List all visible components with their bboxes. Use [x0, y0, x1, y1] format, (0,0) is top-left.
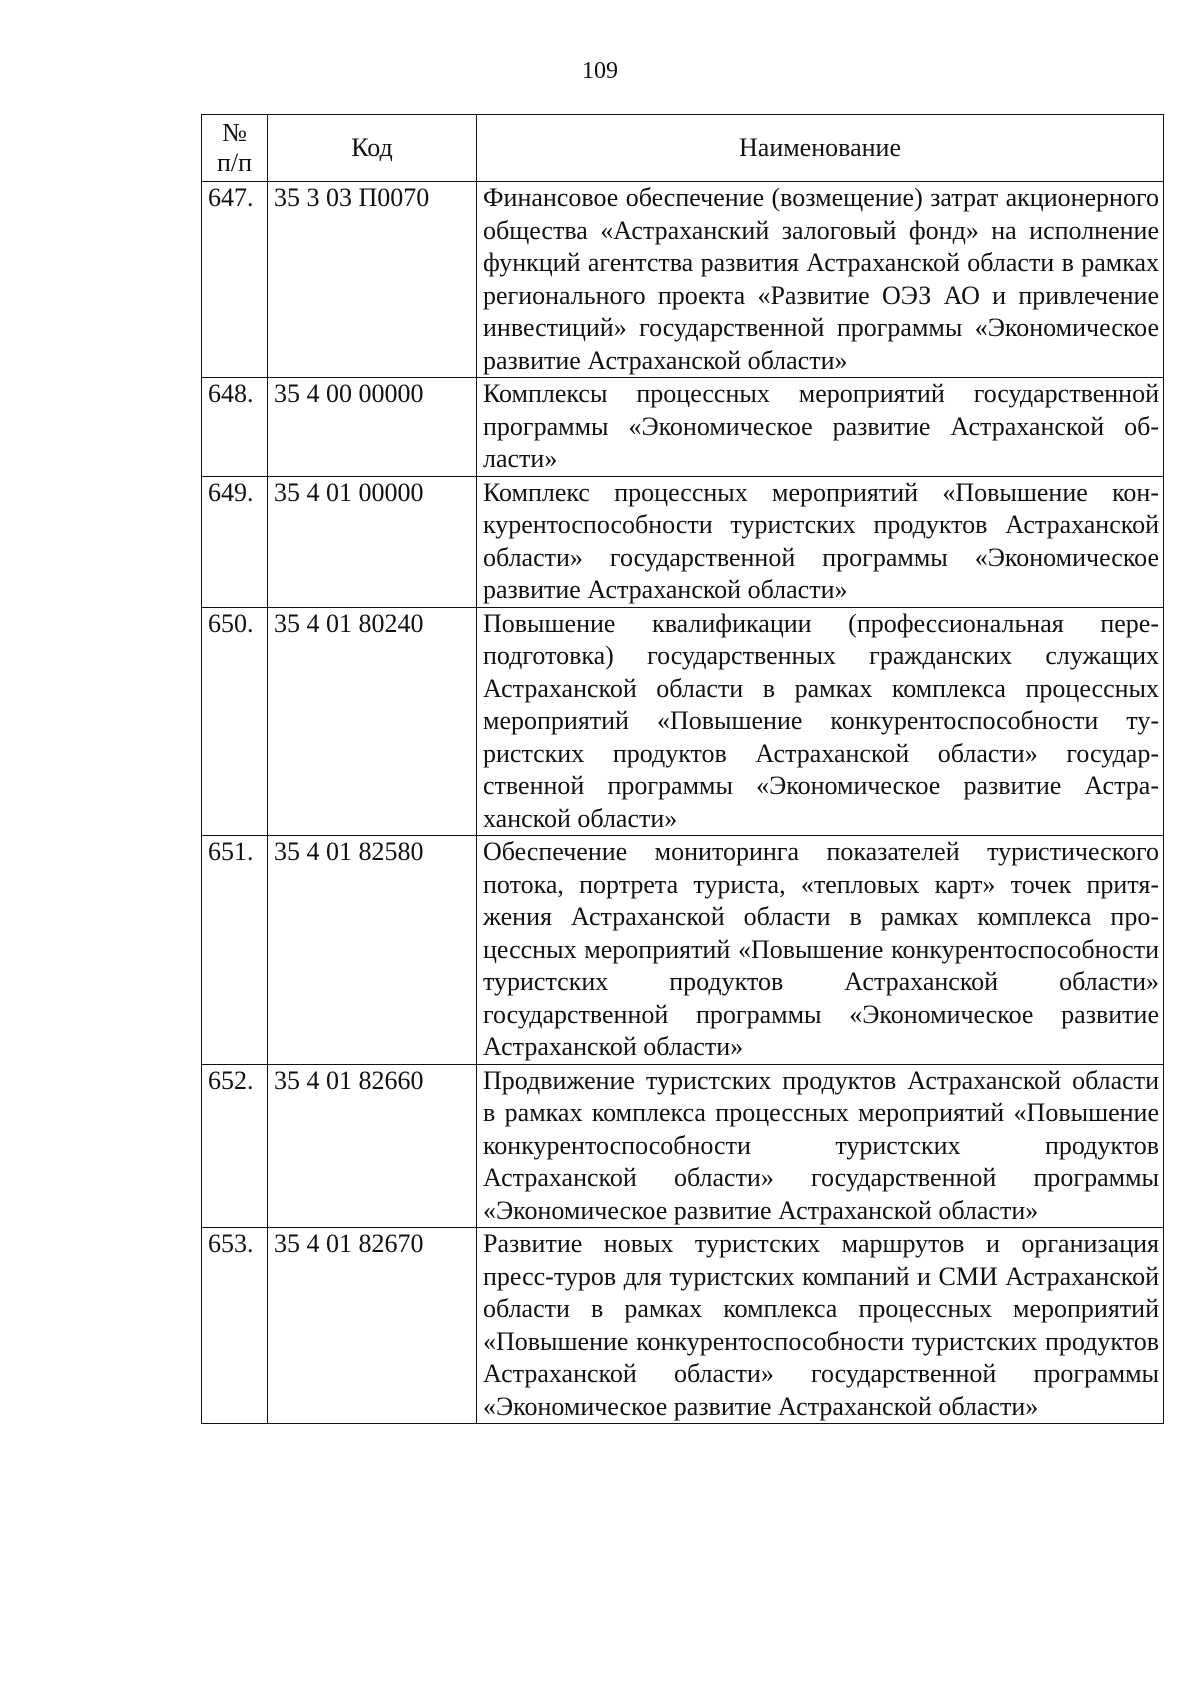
- row-number: 652.: [202, 1064, 268, 1228]
- row-name: Продвижение туристских продуктов Астраханской области в рамках комплекса процессных мероприятий «Повышение конкурентоспособности туристских продуктов Астраханской области» государственной программы «Экономическое развитие Астраханской области»: [477, 1064, 1164, 1228]
- row-code: 35 4 01 82580: [268, 836, 477, 1065]
- row-name: Развитие новых туристских маршрутов и организация пресс-туров для туристских компаний и СМИ Астраханской области в рамках комплекса процессных мероприятий «Повышение конкурентоспособности туристских продуктов Астраханской области» государственной программы «Экономическое развитие Астраханской области»: [477, 1228, 1164, 1424]
- table-row: [202, 607, 1164, 836]
- header-row: [202, 115, 1164, 182]
- row-code: 35 4 01 82660: [268, 1064, 477, 1228]
- row-code: 35 4 01 82670: [268, 1228, 477, 1424]
- row-name: Финансовое обеспечение (возмещение) затрат акционерного общества «Астраханский залоговый фонд» на исполнение функций агентства развития Астраханской области в рамках регионального проекта «Развитие ОЭЗ АО и привлечение инвестиций» государственной программы «Экономическое развитие Астраханской области»: [477, 182, 1164, 378]
- row-number: 650.: [202, 607, 268, 836]
- table-body: [202, 182, 1164, 1424]
- page-number: 109: [582, 58, 618, 84]
- table-row: [202, 378, 1164, 477]
- row-number: 648.: [202, 378, 268, 477]
- row-number: 653.: [202, 1228, 268, 1424]
- row-code: 35 4 01 00000: [268, 476, 477, 607]
- table-row: [202, 182, 1164, 378]
- column-header-number: [202, 115, 268, 182]
- row-code: 35 3 03 П0070: [268, 182, 477, 378]
- row-number: 649.: [202, 476, 268, 607]
- row-name: Обеспечение мониторинга показателей туристического потока, портрета туриста, «тепловых карт» точек притяжения Астраханской области в рамках комплекса процессных мероприятий «Повышение конкурентоспособности туристских продуктов Астраханской области» государственной программы «Экономическое развитие Астраханской области»: [477, 836, 1164, 1065]
- row-name: Комплекс процессных мероприятий «Повышение конкурентоспособности туристских продуктов Астраханской области» государственной программы «Экономическое развитие Астраханской области»: [477, 476, 1164, 607]
- column-header-name: Наименование: [477, 115, 1164, 182]
- row-code: 35 4 01 80240: [268, 607, 477, 836]
- column-header-number-symbol: №: [222, 118, 247, 147]
- column-header-code: Код: [268, 115, 477, 182]
- row-name: Комплексы процессных мероприятий государственной программы «Экономическое развитие Астраханской области»: [477, 378, 1164, 477]
- table-row: [202, 1064, 1164, 1228]
- column-header-number-abbrev: п/п: [216, 148, 253, 177]
- table-row: [202, 836, 1164, 1065]
- row-number: 647.: [202, 182, 268, 378]
- table-header: [202, 115, 1164, 182]
- table-row: [202, 476, 1164, 607]
- row-code: 35 4 00 00000: [268, 378, 477, 477]
- classification-table: [201, 114, 1164, 1424]
- row-number: 651.: [202, 836, 268, 1065]
- row-name: Повышение квалификации (профессиональная переподготовка) государственных гражданских служащих Астраханской области в рамках комплекса процессных мероприятий «Повышение конкурентоспособности туристских продуктов Астраханской области» государственной программы «Экономическое развитие Астраханской области»: [477, 607, 1164, 836]
- table-row: [202, 1228, 1164, 1424]
